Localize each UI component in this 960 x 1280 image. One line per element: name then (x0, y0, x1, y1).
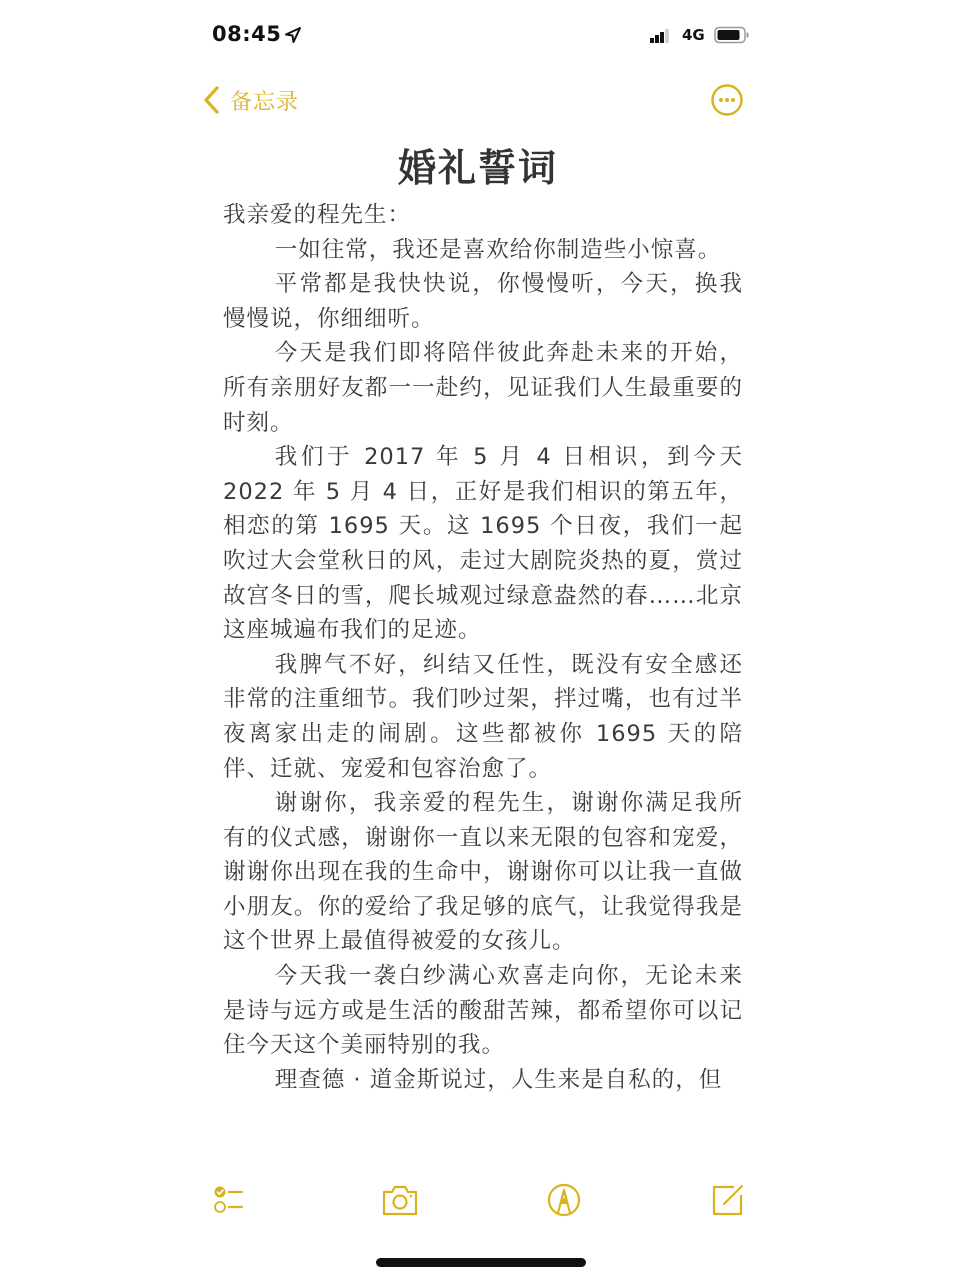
note-title: 婚礼誓词 (397, 146, 558, 190)
note-paragraph: 谢谢你，我亲爱的程先生，谢谢你满足我所有的仪式感，谢谢你一直以来无限的包容和宠爱，谢谢你出现在我的生命中，谢谢你可以让我一直做小朋友。你的爱给了我足够的底气，让我觉得我是这个世界上最值得被爱的女孩儿。 (223, 790, 743, 955)
note-content[interactable] (223, 140, 743, 1097)
battery-icon (714, 26, 750, 44)
network-type: 4G (682, 26, 705, 44)
note-paragraph: 理查德 · 道金斯说过，人生来是自私的，但 (274, 1066, 723, 1093)
status-bar (190, 18, 770, 54)
back-label: 备忘录 (230, 89, 300, 115)
bottom-toolbar (190, 1178, 770, 1224)
notes-app-screen (190, 0, 770, 1280)
cellular-signal-icon (650, 28, 672, 44)
note-body[interactable] (223, 198, 743, 1097)
location-arrow-icon (284, 26, 302, 44)
back-button[interactable] (202, 82, 299, 118)
note-salutation: 我亲爱的程先生： (223, 202, 412, 228)
chevron-left-icon (202, 85, 220, 115)
markup-pen-icon[interactable] (544, 1182, 584, 1218)
note-paragraph: 一如往常，我还是喜欢给你制造些小惊喜。 (274, 236, 722, 263)
camera-icon[interactable] (380, 1182, 420, 1218)
note-paragraph: 平常都是我快快说，你慢慢听，今天，换我慢慢说，你细细听。 (223, 271, 743, 332)
note-paragraph: 今天是我们即将陪伴彼此奔赴未来的开始，所有亲朋好友都一一赴约，见证我们人生最重要的时刻。 (223, 340, 743, 436)
note-paragraph: 我脾气不好，纠结又任性，既没有安全感还非常的注重细节。我们吵过架，拌过嘴，也有过半夜离家出走的闹剧。这些都被你 1695 天的陪伴、迁就、宠爱和包容治愈了。 (223, 651, 743, 782)
note-paragraph: 我们于 2017 年 5 月 4 日相识，到今天 2022 年 5 月 4 日，正好是我们相识的第五年，相恋的第 1695 天。这 1695 个日夜，我们一起吹过大会堂秋日的风，走过大剧院炎热的夏，赏过故宫冬日的雪，爬长城观过绿意盎然的春……北京这座城遍布我们的足迹。 (223, 444, 743, 644)
ellipsis-circle-icon[interactable] (710, 83, 744, 117)
compose-icon[interactable] (708, 1182, 748, 1218)
status-time: 08:45 (212, 22, 282, 46)
note-paragraph: 今天我一袭白纱满心欢喜走向你，无论未来是诗与远方或是生活的酸甜苦辣，都希望你可以记住今天这个美丽特别的我。 (223, 963, 743, 1059)
checklist-icon[interactable] (212, 1182, 252, 1218)
navigation-bar (190, 80, 770, 124)
home-indicator[interactable] (376, 1258, 586, 1267)
